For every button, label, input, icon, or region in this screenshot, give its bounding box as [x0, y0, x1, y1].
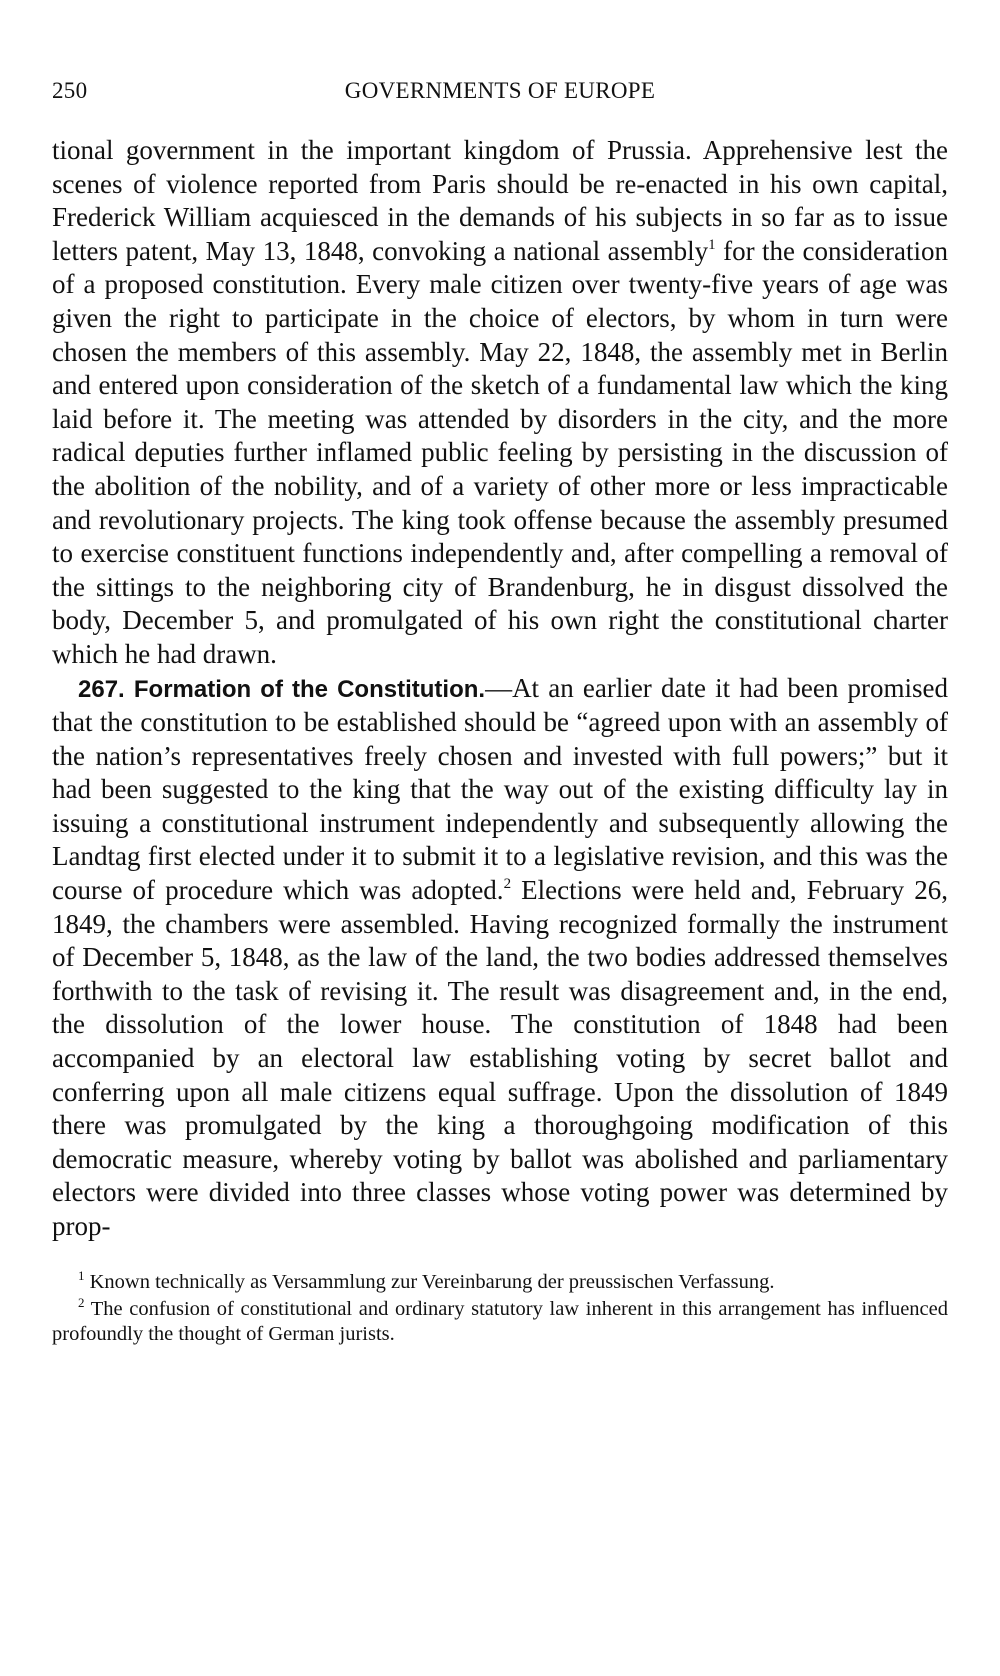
section-heading: Formation of the Constitution.	[133, 675, 486, 703]
paragraph-text: —At an earlier date it had been promised that the constitution to be established should be “agreed upon with an assembly of the nation’s representatives freely chosen and invested with full powers;” but it had been suggested to the king that the way out of the existing difficulty lay in issuing a constitutional instrument independently and subsequently allowing the Landtag first elected under it to submit it to a legislative revision, and this was the course of procedure which was adopted.	[52, 672, 948, 906]
running-header	[52, 78, 948, 118]
footnote-text: Known technically as Versammlung zur Vereinbarung der preussischen Verfassung.	[84, 1270, 775, 1293]
footnote-marker: 1	[78, 1267, 85, 1283]
footnote-reference: 2	[503, 876, 512, 893]
section-paragraph	[52, 672, 948, 1244]
main-text	[52, 134, 948, 1244]
footnote-text: The confusion of constitutional and ordinary statutory law inherent in this arrangement has influenced profoundly the thought of German jurists.	[52, 1297, 948, 1345]
book-page	[52, 78, 948, 1349]
footnotes	[52, 1267, 948, 1347]
footnote-reference: 1	[708, 236, 716, 253]
paragraph-text: tional government in the important kingdom of Prussia. Apprehensive lest the scenes of violence reported from Paris should be re-enacted in his own capital, Frederick William acquiesced in the demands of his subjects in so far as to issue letters patent, May 13, 1848, convoking a national assembly	[52, 135, 948, 266]
paragraph-continued	[52, 134, 948, 672]
paragraph-text: Elections were held and, February 26, 1849, the chambers were assembled. Having recognized formally the instrument of December 5, 1848, as the law of the land, the two bodies addressed themselves forthwith to the task of revising it. The result was disagreement and, in the end, the dissolution of the lower house. The constitution of 1848 had been accompanied by an electoral law establishing voting by secret ballot and conferring upon all male citizens equal suffrage. Upon the dissolution of 1849 there was promulgated by the king a thoroughgoing modification of this democratic measure, whereby voting by ballot was abolished and parliamentary electors were divided into three classes whose voting power was determined by prop-	[52, 875, 948, 1241]
running-title: GOVERNMENTS OF EUROPE	[344, 78, 656, 103]
footnote	[52, 1267, 948, 1295]
page-number: 250	[52, 78, 88, 103]
footnote	[52, 1294, 948, 1347]
section-number: 267.	[78, 675, 125, 703]
paragraph-text: for the consideration of a proposed constitution. Every male citizen over twenty-five years of age was given the right to participate in the choice of electors, by whom in turn were chosen the members of this assembly. May 22, 1848, the assembly met in Berlin and entered upon consideration of the sketch of a fundamental law which the king laid before it. The meeting was attended by disorders in the city, and the more radical deputies further inflamed public feeling by persisting in the discussion of the abolition of the nobility, and of a variety of other more or less impracticable and revolutionary projects. The king took offense because the assembly presumed to exercise constituent functions independently and, after compelling a removal of the sittings to the neighboring city of Brandenburg, he in disgust dissolved the body, December 5, and promulgated of his own right the constitutional charter which he had drawn.	[52, 235, 948, 669]
footnote-marker: 2	[78, 1294, 85, 1310]
